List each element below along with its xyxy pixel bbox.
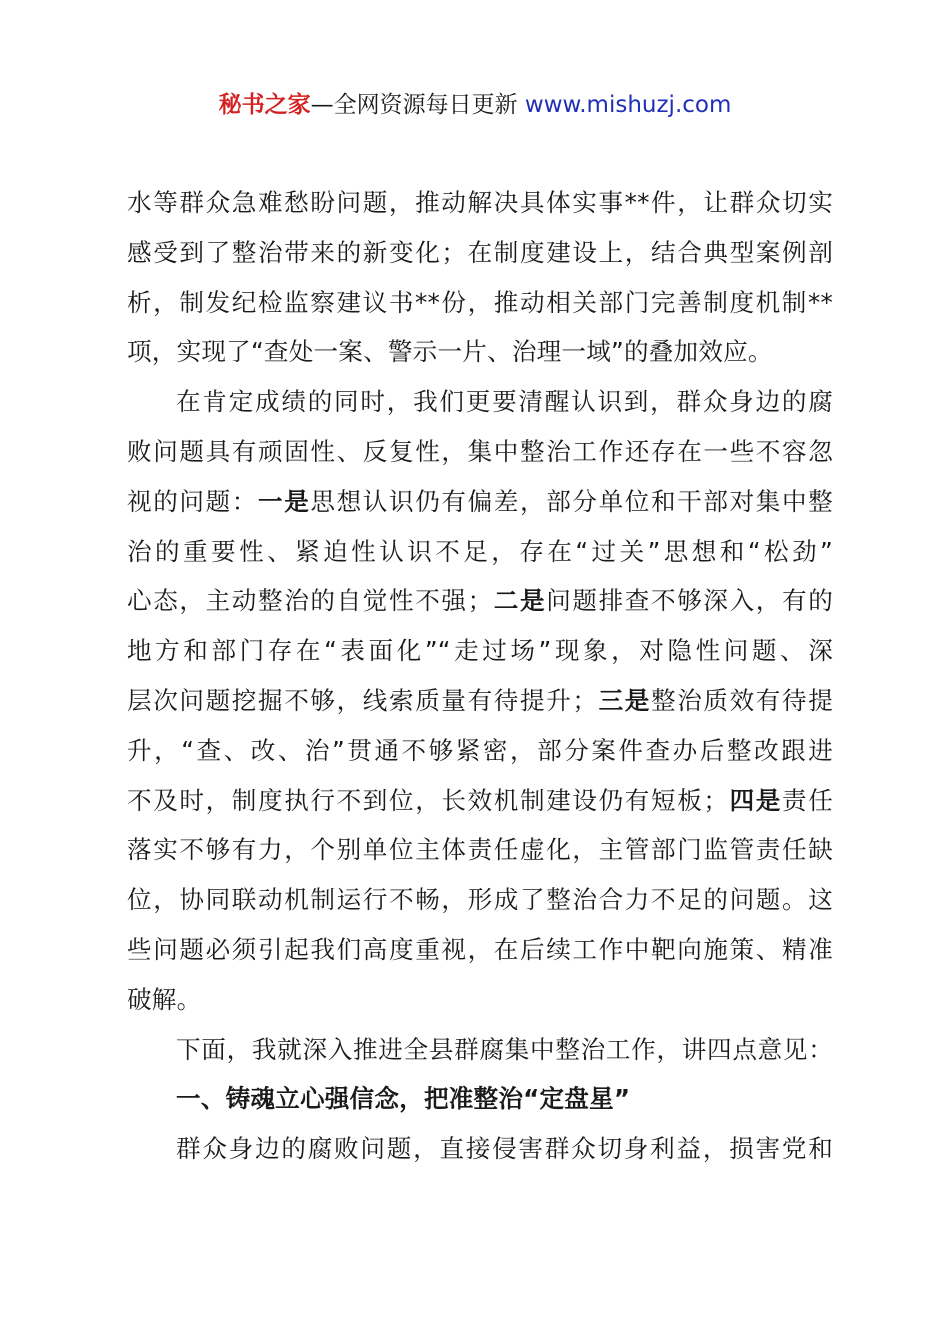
document-body bbox=[127, 178, 833, 1174]
site-tagline: —全网资源每日更新 bbox=[310, 92, 525, 118]
text-run: 层次问题挖掘不够，线索质量有待提升； bbox=[127, 685, 598, 715]
paragraph-2-line: 地方和部门存在“表面化”“走过场”现象，对隐性问题、深 bbox=[127, 636, 833, 666]
paragraph-2-line bbox=[127, 576, 833, 626]
paragraph-3: 下面，我就深入推进全县群腐集中整治工作，讲四点意见： bbox=[176, 1034, 833, 1064]
paragraph-2-line: 些问题必须引起我们高度重视，在后续工作中靶向施策、精准 bbox=[127, 934, 833, 964]
paragraph-2-line: 在肯定成绩的同时，我们更要清醒认识到，群众身边的腐 bbox=[176, 387, 833, 417]
paragraph-2-line: 落实不够有力，个别单位主体责任虚化，主管部门监管责任缺 bbox=[127, 835, 833, 865]
text-run: 问题排查不够深入，有的 bbox=[546, 586, 833, 616]
keyword-third: 三是 bbox=[597, 685, 651, 715]
text-run: 思想认识仍有偏差，部分单位和干部对集中整 bbox=[310, 486, 833, 516]
paragraph-1-line: 项，实现了“查处一案、警示一片、治理一域”的叠加效应。 bbox=[127, 337, 773, 367]
section-heading-1: 一、铸魂立心强信念，把准整治“定盘星” bbox=[176, 1084, 631, 1114]
text-run: 视的问题： bbox=[127, 486, 258, 516]
text-run: 责任 bbox=[782, 785, 833, 815]
text-run: 整治质效有待提 bbox=[651, 685, 833, 715]
paragraph-2-line: 治的重要性、紧迫性认识不足，存在“过关”思想和“松劲” bbox=[127, 536, 833, 566]
text-run: 心态，主动整治的自觉性不强； bbox=[127, 586, 493, 616]
paragraph-1-line: 水等群众急难愁盼问题，推动解决具体实事**件，让群众切实 bbox=[127, 188, 833, 217]
paragraph-2-line: 破解。 bbox=[127, 984, 202, 1014]
keyword-second: 二是 bbox=[492, 586, 547, 616]
paragraph-2-line bbox=[127, 776, 833, 826]
site-header bbox=[0, 88, 950, 122]
paragraph-1-line: 析，制发纪检监察建议书**份，推动相关部门完善制度机制** bbox=[127, 287, 833, 317]
paragraph-2-line bbox=[127, 676, 833, 726]
site-url-link[interactable]: www.mishuzj.com bbox=[524, 92, 732, 118]
paragraph-4-line: 群众身边的腐败问题，直接侵害群众切身利益，损害党和 bbox=[176, 1134, 833, 1164]
paragraph-1-line: 感受到了整治带来的新变化；在制度建设上，结合典型案例剖 bbox=[127, 237, 833, 267]
paragraph-2-line bbox=[127, 477, 833, 527]
paragraph-2-line: 升，“查、改、治”贯通不够紧密，部分案件查办后整改跟进 bbox=[127, 735, 833, 765]
keyword-first: 一是 bbox=[258, 486, 311, 516]
paragraph-2-line: 败问题具有顽固性、反复性，集中整治工作还存在一些不容忽 bbox=[127, 436, 833, 466]
site-brand: 秘书之家 bbox=[218, 92, 311, 118]
text-run: 不及时，制度执行不到位，长效机制建设仍有短板； bbox=[127, 785, 729, 815]
paragraph-2-line: 位，协同联动机制运行不畅，形成了整治合力不足的问题。这 bbox=[127, 885, 833, 915]
keyword-fourth: 四是 bbox=[728, 785, 782, 815]
